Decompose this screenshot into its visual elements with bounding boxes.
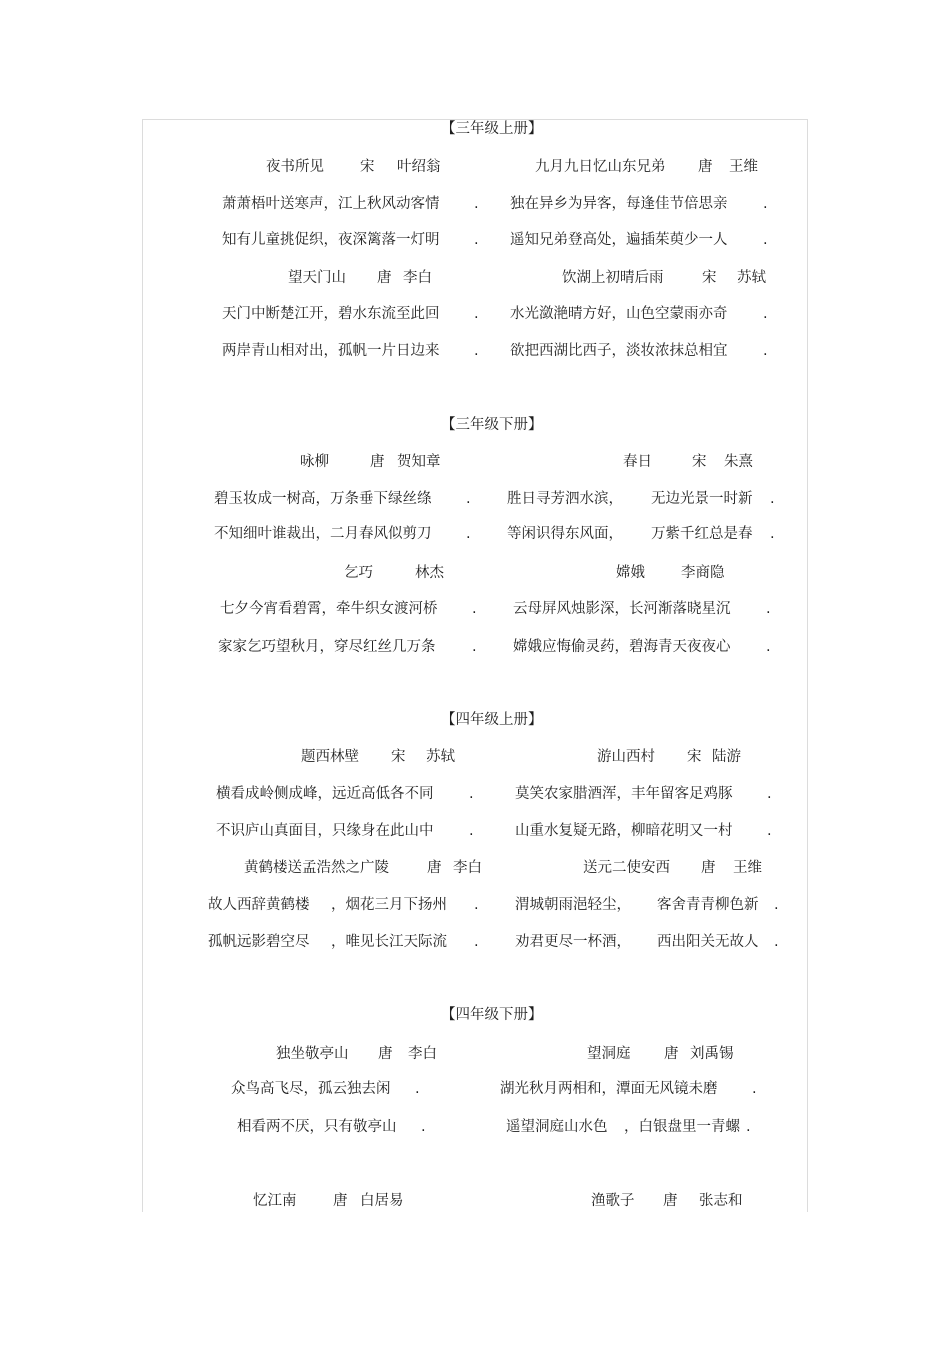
poem-line: 遥知兄弟登高处，遍插茱萸少一人 — [510, 232, 728, 248]
line-period: . — [763, 232, 768, 248]
line-period: . — [767, 823, 772, 839]
poem-title: 嫦娥 — [616, 565, 645, 581]
poem-line: 云母屏风烛影深，长河渐落晓星沉 — [513, 601, 731, 617]
poem-line: 遥望洞庭山水色 — [506, 1119, 608, 1135]
poem-title: 忆江南 — [253, 1193, 297, 1209]
poem-line: 莫笑农家腊酒浑，丰年留客足鸡豚 — [515, 786, 733, 802]
line-period: . — [746, 1119, 751, 1135]
line-period: . — [774, 934, 779, 950]
line-period: . — [466, 491, 471, 507]
poem-dynasty: 唐 — [333, 1193, 348, 1209]
poem-line: ，唯见长江天际流 — [331, 934, 447, 950]
line-period: . — [763, 196, 768, 212]
poem-title: 九月九日忆山东兄弟 — [535, 159, 666, 175]
poem-title: 望洞庭 — [587, 1046, 631, 1062]
poem-line: 无边光景一时新 — [651, 491, 753, 507]
poem-dynasty: 宋 — [692, 454, 707, 470]
poem-title: 游山西村 — [597, 749, 655, 765]
poem-line: 客舍青青柳色新 — [657, 897, 759, 913]
poem-dynasty: 唐 — [427, 860, 442, 876]
poem-author: 苏轼 — [737, 270, 766, 286]
poem-author: 李白 — [403, 270, 432, 286]
poem-author: 叶绍翁 — [397, 159, 441, 175]
poem-line: 湖光秋月两相和，潭面无风镜未磨 — [500, 1081, 718, 1097]
line-period: . — [474, 934, 479, 950]
line-period: . — [421, 1119, 426, 1135]
line-period: . — [472, 601, 477, 617]
poem-line: 西出阳关无故人 — [657, 934, 759, 950]
poem-author: 李白 — [408, 1046, 437, 1062]
line-period: . — [469, 786, 474, 802]
poem-line: 碧玉妆成一树高，万条垂下绿丝绦 — [214, 491, 432, 507]
poem-dynasty: 唐 — [664, 1046, 679, 1062]
poem-line: 欲把西湖比西子，淡妆浓抹总相宜 — [510, 343, 728, 359]
poem-line: 众鸟高飞尽，孤云独去闲 — [231, 1081, 391, 1097]
poem-line: 故人西辞黄鹤楼 — [208, 897, 310, 913]
poem-title: 咏柳 — [300, 454, 329, 470]
section-heading: 【三年级下册】 — [441, 417, 543, 433]
line-period: . — [767, 786, 772, 802]
poem-line: 胜日寻芳泗水滨， — [507, 491, 623, 507]
poem-dynasty: 唐 — [377, 270, 392, 286]
line-period: . — [466, 526, 471, 542]
poem-line: 水光潋滟晴方好，山色空蒙雨亦奇 — [510, 306, 728, 322]
poem-line: 两岸青山相对出，孤帆一片日边来 — [222, 343, 440, 359]
poem-line: 萧萧梧叶送寒声，江上秋风动客情 — [222, 196, 440, 212]
poem-dynasty: 宋 — [391, 749, 406, 765]
line-period: . — [770, 526, 775, 542]
line-period: . — [774, 897, 779, 913]
poem-line: ，白银盘里一青螺 — [624, 1119, 740, 1135]
poem-line: 不知细叶谁裁出，二月春风似剪刀 — [214, 526, 432, 542]
poem-title: 夜书所见 — [266, 159, 324, 175]
poem-line: 孤帆远影碧空尽 — [208, 934, 310, 950]
section-heading: 【四年级下册】 — [441, 1007, 543, 1023]
line-period: . — [469, 823, 474, 839]
poem-author: 刘禹锡 — [690, 1046, 734, 1062]
line-period: . — [474, 196, 479, 212]
line-period: . — [474, 897, 479, 913]
poem-author: 张志和 — [699, 1193, 743, 1209]
line-period: . — [770, 491, 775, 507]
poem-author: 李白 — [453, 860, 482, 876]
poem-dynasty: 唐 — [370, 454, 385, 470]
poem-author: 李商隐 — [681, 565, 725, 581]
section-heading: 【三年级上册】 — [441, 121, 543, 137]
poem-author: 贺知章 — [397, 454, 441, 470]
poem-dynasty: 宋 — [702, 270, 717, 286]
poem-line: 不识庐山真面目，只缘身在此山中 — [216, 823, 434, 839]
poem-line: 劝君更尽一杯酒， — [515, 934, 631, 950]
poem-title: 渔歌子 — [591, 1193, 635, 1209]
line-period: . — [763, 306, 768, 322]
poem-author: 朱熹 — [724, 454, 753, 470]
poem-line: 万紫千红总是春 — [651, 526, 753, 542]
line-period: . — [474, 343, 479, 359]
poem-author: 陆游 — [712, 749, 741, 765]
poem-line: 渭城朝雨浥轻尘， — [515, 897, 631, 913]
poem-title: 乞巧 — [344, 565, 373, 581]
poem-author: 王维 — [729, 159, 758, 175]
poem-title: 望天门山 — [288, 270, 346, 286]
line-period: . — [766, 601, 771, 617]
poem-author: 王维 — [733, 860, 762, 876]
poem-dynasty: 唐 — [701, 860, 716, 876]
line-period: . — [415, 1081, 420, 1097]
poem-line: 家家乞巧望秋月，穿尽红丝几万条 — [218, 639, 436, 655]
poem-title: 饮湖上初晴后雨 — [562, 270, 664, 286]
line-period: . — [752, 1081, 757, 1097]
line-period: . — [474, 232, 479, 248]
line-period: . — [474, 306, 479, 322]
poem-line: 山重水复疑无路，柳暗花明又一村 — [515, 823, 733, 839]
poem-dynasty: 唐 — [663, 1193, 678, 1209]
poem-line: 知有儿童挑促织，夜深篱落一灯明 — [222, 232, 440, 248]
poem-line: 七夕今宵看碧霄，牵牛织女渡河桥 — [220, 601, 438, 617]
poem-title: 春日 — [623, 454, 652, 470]
poem-dynasty: 唐 — [698, 159, 713, 175]
poem-line: ，烟花三月下扬州 — [331, 897, 447, 913]
poem-line: 天门中断楚江开，碧水东流至此回 — [222, 306, 440, 322]
poem-author: 白居易 — [360, 1193, 404, 1209]
poem-line: 横看成岭侧成峰，远近高低各不同 — [216, 786, 434, 802]
poem-line: 等闲识得东风面， — [507, 526, 623, 542]
poem-title: 黄鹤楼送孟浩然之广陵 — [244, 860, 389, 876]
poem-title: 题西林壁 — [301, 749, 359, 765]
poem-line: 相看两不厌，只有敬亭山 — [237, 1119, 397, 1135]
poem-line: 嫦娥应悔偷灵药，碧海青天夜夜心 — [513, 639, 731, 655]
poem-dynasty: 唐 — [378, 1046, 393, 1062]
poem-author: 苏轼 — [426, 749, 455, 765]
line-period: . — [766, 639, 771, 655]
line-period: . — [472, 639, 477, 655]
poem-author: 林杰 — [415, 565, 444, 581]
poem-dynasty: 宋 — [687, 749, 702, 765]
poem-line: 独在异乡为异客，每逢佳节倍思亲 — [510, 196, 728, 212]
poem-title: 独坐敬亭山 — [276, 1046, 349, 1062]
line-period: . — [763, 343, 768, 359]
section-heading: 【四年级上册】 — [441, 712, 543, 728]
poem-title: 送元二使安西 — [583, 860, 670, 876]
poem-dynasty: 宋 — [360, 159, 375, 175]
